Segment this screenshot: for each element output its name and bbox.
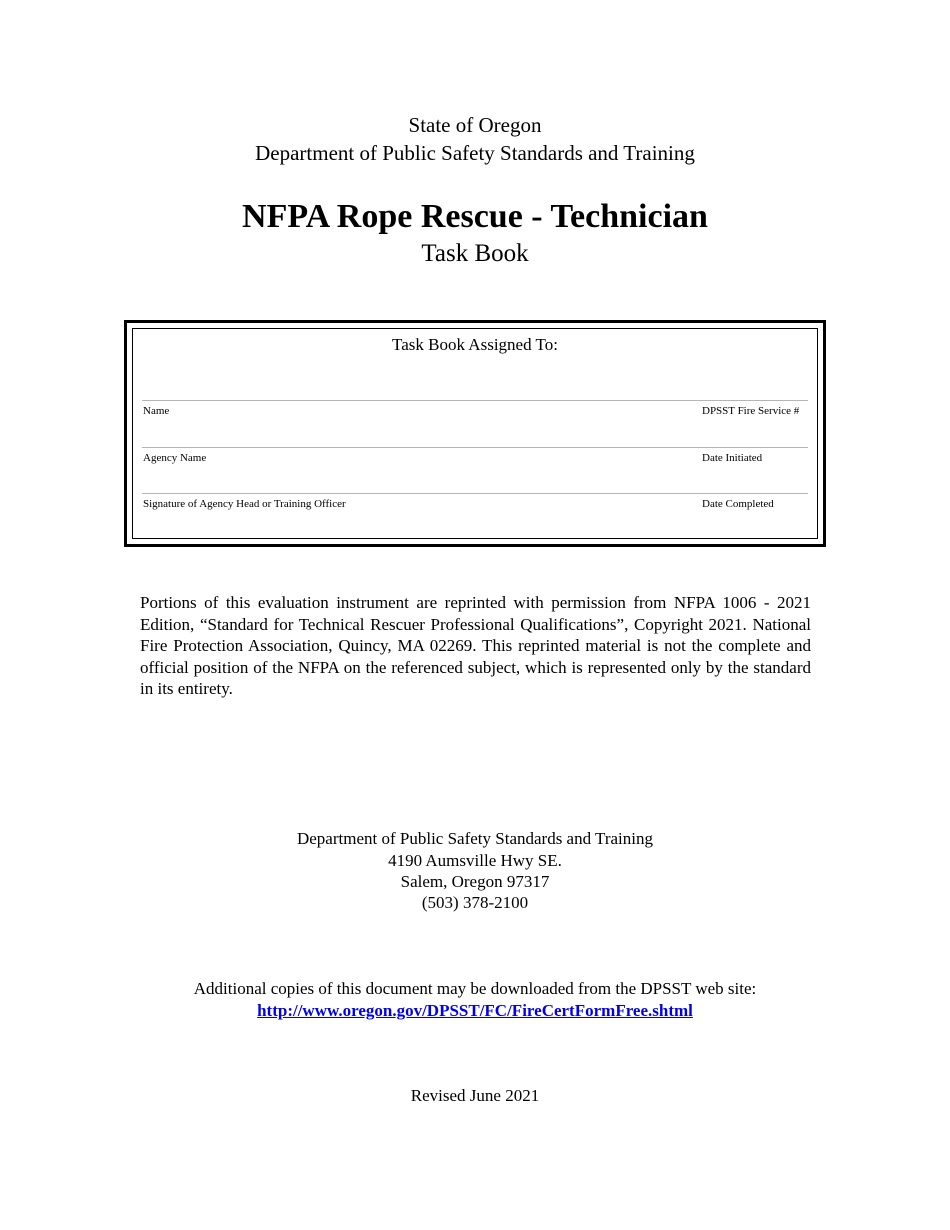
address-street: 4190 Aumsville Hwy SE.: [388, 851, 562, 870]
assignment-box: [124, 320, 826, 547]
date-completed-label: Date Completed: [702, 498, 774, 510]
date-initiated-label: Date Initiated: [702, 452, 763, 464]
address-city: Salem, Oregon 97317: [400, 872, 550, 891]
download-link-row: [0, 1001, 950, 1021]
signature-label: Signature of Agency Head or Training Officer: [143, 498, 346, 510]
dpsst-number-label: DPSST Fire Service #: [702, 405, 800, 417]
permission-paragraph: Portions of this evaluation instrument are reprinted with permission from NFPA 1006 - 2021 Edition, “Standard for Technical Rescuer Professional Qualifications”, Copyright 2021. National Fire Protection Association, Quincy, MA 02269. This reprinted material is not the complete and official position of the NFPA on the referenced subject, which is represented only by the standard in its entirety.: [140, 593, 811, 698]
page-title: NFPA Rope Rescue - Technician: [242, 198, 708, 235]
revised-date: Revised June 2021: [410, 1086, 540, 1105]
agency-line[interactable]: [142, 447, 808, 448]
copies-text: Additional copies of this document may be downloaded from the DPSST web site:: [193, 979, 757, 998]
name-line[interactable]: [142, 400, 808, 401]
agency-name-label: Agency Name: [143, 452, 207, 464]
header-department: Department of Public Safety Standards and Training: [255, 141, 695, 165]
download-link[interactable]: http://www.oregon.gov/DPSST/FC/FireCertFormFree.shtml: [257, 1001, 693, 1020]
address-organization: Department of Public Safety Standards and Training: [296, 829, 653, 848]
page-subtitle: Task Book: [421, 240, 529, 267]
address-phone: (503) 378-2100: [421, 893, 529, 912]
name-label: Name: [143, 405, 170, 417]
assignment-inner-border: [132, 328, 818, 539]
assignment-heading: Task Book Assigned To:: [392, 335, 558, 354]
header-state: State of Oregon: [408, 113, 542, 137]
signature-line[interactable]: [142, 493, 808, 494]
